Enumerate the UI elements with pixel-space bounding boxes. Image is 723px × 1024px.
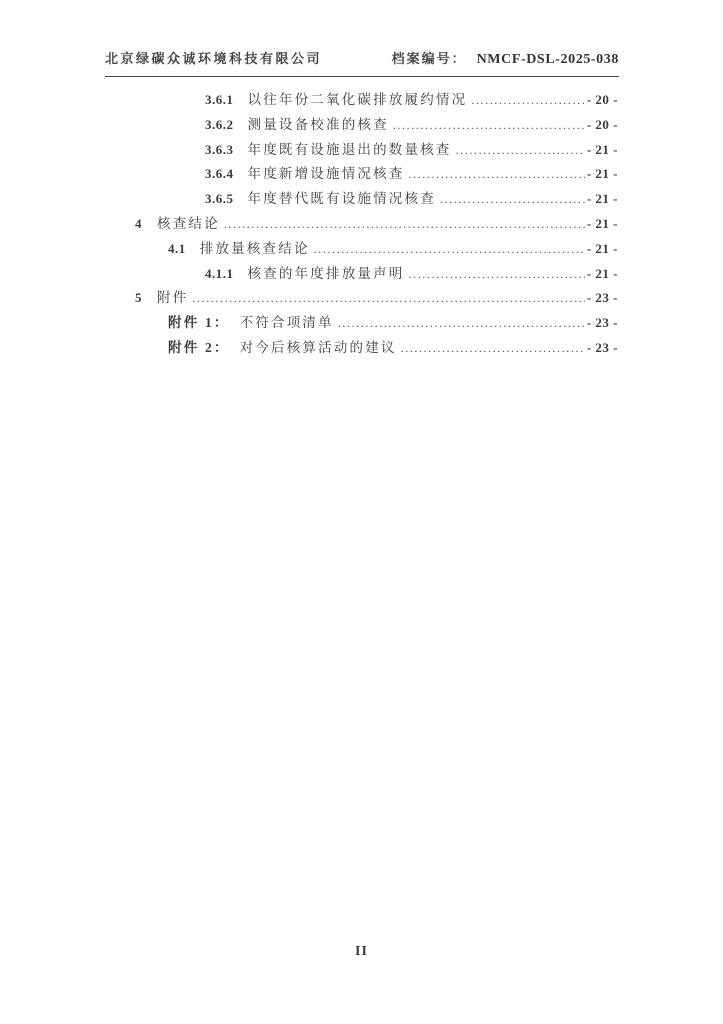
- toc-entry-number: 3.6.1: [205, 92, 234, 107]
- dot-leader: [192, 286, 584, 311]
- dot-leader: [393, 113, 585, 138]
- dot-leader: [471, 88, 585, 113]
- footer-page-number: II: [355, 944, 368, 959]
- toc-entry-title: 附件: [157, 290, 189, 306]
- dot-leader: [401, 336, 585, 361]
- dot-leader: [440, 187, 585, 212]
- toc-entry-page: - 23 -: [586, 315, 618, 331]
- archive-number-value: NMCF-DSL-2025-038: [476, 52, 619, 67]
- toc-entry-page: - 20 -: [586, 92, 618, 107]
- toc-entry[interactable]: [105, 336, 618, 361]
- dot-leader: [314, 237, 585, 262]
- toc-entry-title: 核查结论: [157, 215, 220, 231]
- page-footer: [0, 942, 723, 960]
- toc-entry-number: 4: [135, 215, 142, 231]
- toc-entry-page: - 21 -: [586, 240, 618, 256]
- toc-entry[interactable]: [105, 187, 618, 212]
- toc-entry-title: 以往年份二氧化碳排放履约情况: [247, 92, 468, 107]
- toc-entry-title: 年度替代既有设施情况核查: [247, 191, 436, 207]
- toc-entry-title: 年度新增设施情况核查: [247, 166, 405, 182]
- dot-leader: [224, 212, 585, 237]
- toc-entry-title: 不符合项清单: [239, 315, 334, 331]
- toc-entry[interactable]: [105, 162, 618, 187]
- archive-number-label: 档案编号：: [391, 51, 467, 66]
- toc-entry-title: 核查的年度排放量声明: [247, 265, 405, 281]
- toc-entry-title: 年度既有设施退出的数量核查: [247, 141, 452, 157]
- toc-entry-number: 3.6.5: [205, 191, 234, 207]
- table-of-contents: [105, 88, 618, 361]
- page-header: [105, 48, 619, 77]
- toc-entry-page: - 21 -: [586, 265, 618, 281]
- toc-entry-number: 4.1.1: [205, 265, 234, 281]
- toc-entry-page: - 21 -: [586, 166, 618, 182]
- archive-number-group: [392, 48, 619, 68]
- toc-entry-page: - 23 -: [586, 339, 618, 355]
- toc-entry-page: - 21 -: [586, 215, 618, 231]
- dot-leader: [338, 311, 585, 336]
- dot-leader: [456, 138, 585, 163]
- toc-entry[interactable]: [105, 237, 618, 262]
- company-name: 北京绿碳众诚环境科技有限公司: [105, 51, 323, 66]
- toc-entry-title: 排放量核查结论: [199, 240, 310, 256]
- dot-leader: [409, 162, 585, 187]
- toc-entry[interactable]: [105, 88, 618, 113]
- toc-entry-number: 3.6.3: [205, 141, 234, 157]
- toc-entry-number: 3.6.4: [205, 166, 234, 182]
- toc-entry-number: 附件 2：: [168, 339, 230, 355]
- toc-entry-page: - 20 -: [586, 116, 618, 132]
- toc-entry-number: 5: [135, 290, 142, 306]
- dot-leader: [409, 262, 585, 287]
- toc-entry[interactable]: [105, 212, 618, 237]
- toc-entry[interactable]: [105, 262, 618, 287]
- toc-entry[interactable]: [105, 138, 618, 163]
- toc-entry-page: - 21 -: [586, 141, 618, 157]
- toc-entry-number: 附件 1：: [168, 315, 230, 331]
- toc-entry-title: 对今后核算活动的建议: [239, 339, 397, 355]
- toc-entry-page: - 23 -: [586, 290, 618, 306]
- toc-entry[interactable]: [105, 311, 618, 336]
- toc-entry[interactable]: [105, 113, 618, 138]
- toc-entry-number: 4.1: [168, 240, 186, 256]
- toc-entry-title: 测量设备校准的核查: [247, 116, 389, 132]
- toc-entry-number: 3.6.2: [205, 116, 234, 132]
- toc-entry-page: - 21 -: [586, 191, 618, 207]
- toc-entry[interactable]: [105, 286, 618, 311]
